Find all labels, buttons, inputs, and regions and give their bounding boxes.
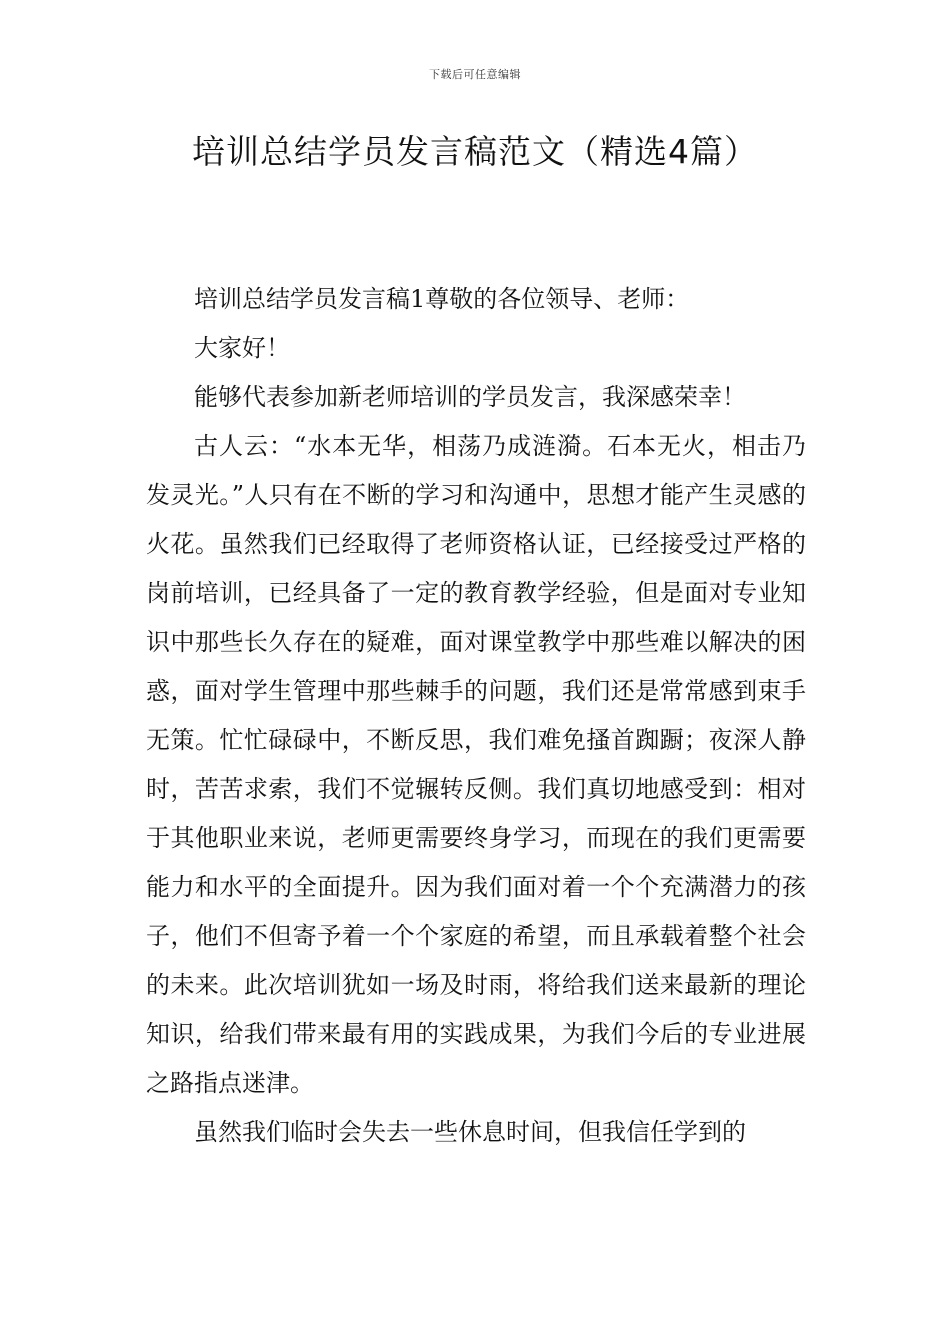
paragraph-intro: 能够代表参加新老师培训的学员发言，我深感荣幸！	[194, 383, 746, 411]
document-title: 培训总结学员发言稿范文（精选4篇）	[192, 132, 758, 171]
paragraph-salutation: 培训总结学员发言稿1尊敬的各位领导、老师：	[194, 285, 690, 313]
paragraph-greeting: 大家好！	[194, 334, 290, 362]
document-body	[146, 275, 806, 1157]
paragraph-main: 古人云：“水本无华，相荡乃成涟漪。石本无火，相击乃发灵光。”人只有在不断的学习和沟通中，思想才能产生灵感的火花。虽然我们已经取得了老师资格认证，已经接受过严格的岗前培训，已经具备了一定的教育教学经验，但是面对专业知识中那些长久存在的疑难，面对课堂教学中那些难以解决的困惑，面对学生管理中那些棘手的问题，我们还是常常感到束手无策。忙忙碌碌中，不断反思，我们难免搔首踟蹰；夜深人静时，苦苦求索，我们不觉辗转反侧。我们真切地感受到：相对于其他职业来说，老师更需要终身学习，而现在的我们更需要能力和水平的全面提升。因为我们面对着一个个充满潜力的孩子，他们不但寄予着一个个家庭的希望，而且承载着整个社会的未来。此次培训犹如一场及时雨，将给我们送来最新的理论知识，给我们带来最有用的实践成果，为我们今后的专业进展之路指点迷津。	[146, 432, 806, 1097]
paragraph-continuation: 虽然我们临时会失去一些休息时间，但我信任学到的	[194, 1118, 746, 1146]
header-note: 下载后可任意编辑	[429, 68, 521, 81]
